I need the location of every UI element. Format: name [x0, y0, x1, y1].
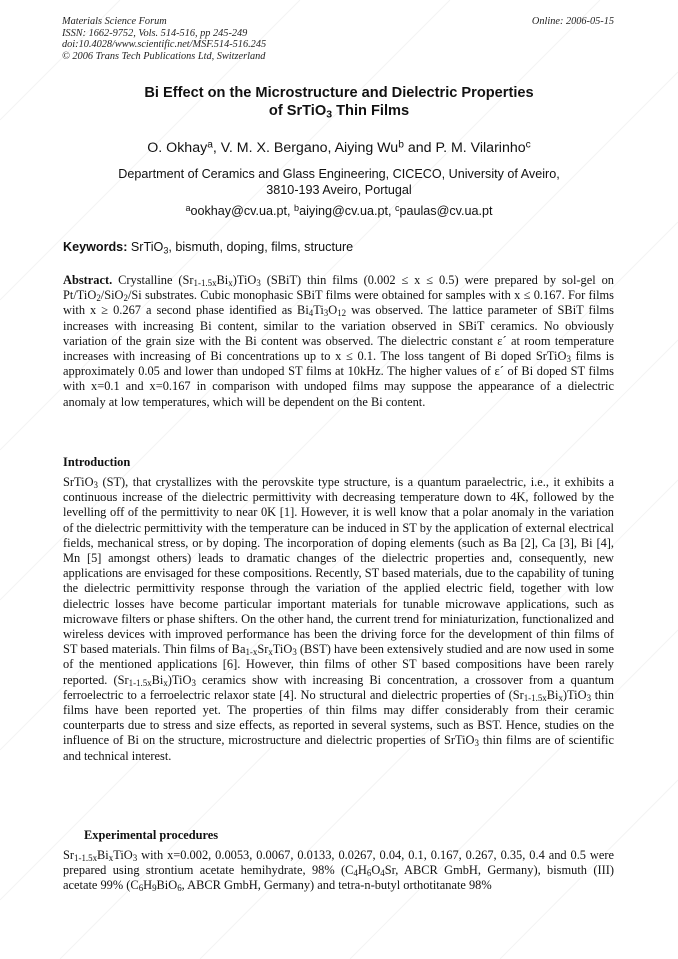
title-line-2: of SrTiO$_3$ Thin Films [268, 103, 410, 121]
keywords: Keywords: SrTiO$_3$, bismuth, doping, films, structure [63, 240, 354, 256]
experimental-paragraph: $Sr_{1-1.5x}Bi_xTiO_3$ with x=0.002, 0.0053, 0.0067, 0.0133, 0.0267, 0.04, 0.1, 0.167, 0.267, 0.35, 0.4 and 0.5 were prepared using strontium acetate hemihydrate, 98% ($C_4H_6O_4Sr$, ABCR GmbH, Germany), bismuth (III) acetate 99% ($C_6H_9BiO_6$, ABCR GmbH, Germany) and tetra-n-butyl orthotitanate 98% [63, 848, 614, 894]
author-list: O. Okhay$^a$, V. M. X. Bergano, Aiying Wu$^b$ and P. M. Vilarinho$^c$ [147, 139, 531, 156]
experimental-heading: Experimental procedures [84, 828, 219, 842]
journal-name: Materials Science Forum [62, 16, 167, 27]
abstract-label: Abstract. [63, 273, 113, 287]
online-date: Online: 2006-05-15 [531, 16, 614, 27]
introduction-paragraph: SrTiO$_3$ (ST), that crystallizes with the perovskite type structure, is a quantum paraelectric, i.e., it exhibits a continuous increase of the dielectric permittivity with decreasing temperature down to 4K, followed by the levelling off of the permittivity to near 0K [1]. However, it is well know that a polar anomaly in the variation of the dielectric permittivity with the temperature can be induced in ST by the application of external electrical fields, mechanical stress, or by doping. The incorporation of doping elements (such as Ba [2], Ca [3], Bi [4], Mn [5] amongst others) leads to dramatic changes of the dielectric properties and, consequently, new applications are envisaged for these compositions. Recently, ST based materials, due to the capability of tuning the dielectric permittivity response through the variation of the applied electric field, together with low dielectric losses have become particular important materials for tunable microwave applications, such as microwave filters or phase shifters. On the other hand, the current trend for miniaturization, functionalized and wireless devices with improved performance has been the driving force for the development of thin films of ST based materials. Thin films of $Ba_{1-x}Sr_xTiO_3$ (BST) have been extensively studied and are now used in some of the mentioned applications [6]. However, thin films of other ST based compositions have been rarely reported. $(Sr_{1-1.5x}Bi_x)TiO_3$ ceramics show with increasing Bi concentration, a crossover from a quantum ferroelectric to a ferroelectric relaxor state [4]. No structural and dielectric properties of $(Sr_{1-1.5x}Bi_x)TiO_3$ thin films have been reported yet. The properties of thin films may differ considerably from their ceramic counterparts due to stress and size effects, as reported in several systems, such as BST. Hence, studies on the influence of Bi on the structure, microstructure and dielectric properties of SrTiO$_3$ thin films are of scientific and technical interest. [63, 475, 615, 763]
abstract-paragraph: Abstract. Crystalline $(Sr_{1-1.5x}Bi_x)TiO_3$ (SBiT) thin films (0.002 ≤ x ≤ 0.5) were prepared by sol-gel on Pt/TiO$_2$/SiO$_2$/Si substrates. Cubic monophasic SBiT films were obtained for samples with x ≤ 0.167. For films with x ≥ 0.267 a second phase identified as $Bi_4Ti_3O_{12}$ was observed. The lattice parameter of SBiT films increases with increasing Bi content, similar to the variation observed in SBiT ceramics. No obviously variation of the grain size with the Bi content was observed. The dielectric constant ε´ at room temperature increases with increasing of Bi concentrations up to x ≤ 0.1. The loss tangent of Bi doped SrTiO$_3$ films is approximately 0.05 and lower than undoped ST films at 10kHz. The higher values of ε´ of Bi doped ST films with x=0.1 and x=0.167 in comparison with undoped films may suppose the appearance of a dielectric anomaly at low temperatures, which will be dependent on the Bi content. [63, 273, 615, 409]
affiliation: Department of Ceramics and Glass Engineering, CICECO, University of Aveiro, 3810-193 Aveiro, Portugal [118, 167, 560, 197]
paper-title [0, 84, 678, 120]
title-line-1: Bi Effect on the Microstructure and Dielectric Properties [144, 85, 534, 101]
copyright: © 2006 Trans Tech Publications Ltd, Switzerland [62, 50, 266, 62]
author-emails: $^a$ookhay@cv.ua.pt, $^b$aiying@cv.ua.pt, $^c$paulas@cv.ua.pt [185, 202, 493, 218]
issn: ISSN: 1662-9752, Vols. 514-516, pp 245-249 [62, 27, 248, 39]
journal-meta [62, 16, 266, 62]
introduction-heading: Introduction [63, 455, 131, 469]
keywords-label: Keywords: [63, 240, 128, 254]
doi: doi:10.4028/www.scientific.net/MSF.514-516.245 [62, 39, 267, 51]
